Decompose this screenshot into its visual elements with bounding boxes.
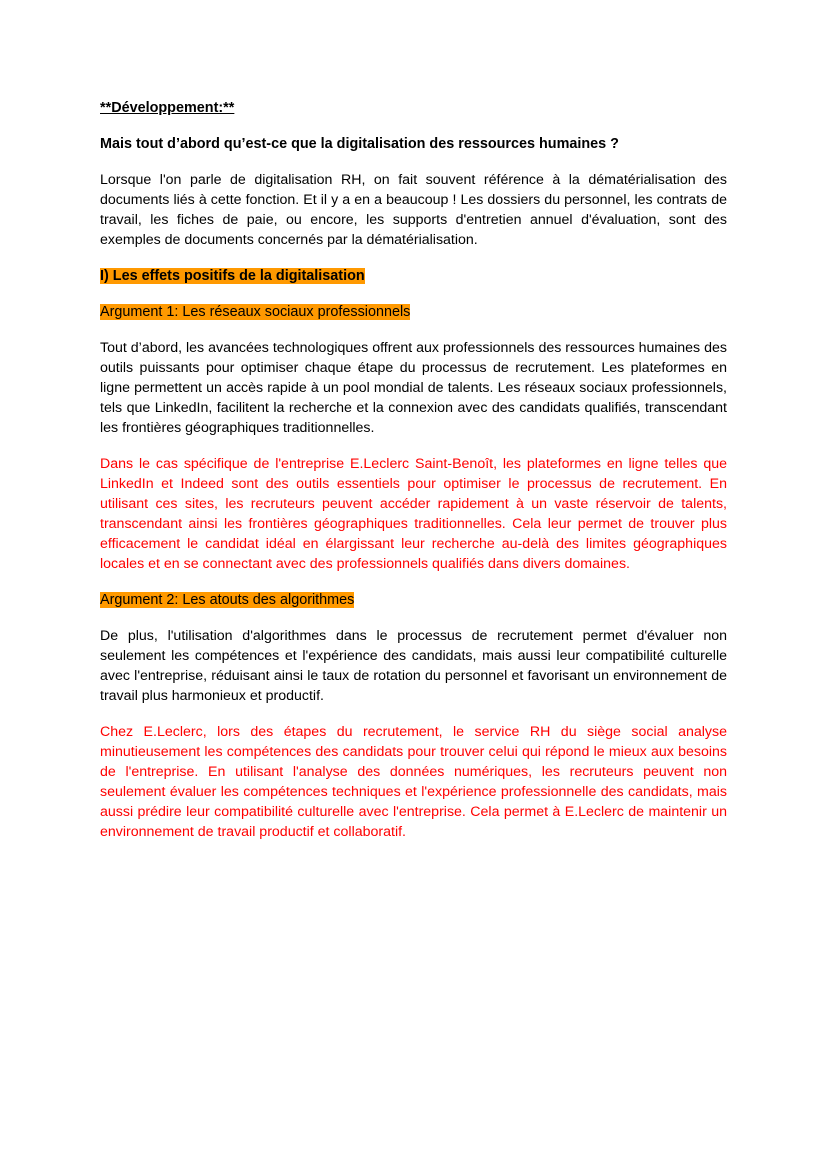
argument-1-body: Tout d’abord, les avancées technologiques offrent aux professionnels des ressources humaines des outils puissants pour optimiser chaque étape du processus de recrutement. Les plateformes en ligne permettent un accès rapide à un pool mondial de talents. Les réseaux sociaux professionnels, tels que LinkedIn, facilitent la recherche et la connexion avec des candidats qualifiés, transcendant les frontières géographiques traditionnelles.	[100, 340, 727, 436]
heading-developpement: **Développement:**	[100, 100, 235, 116]
argument-1-example: Dans le cas spécifique de l'entreprise E.Leclerc Saint-Benoît, les plateformes en ligne telles que LinkedIn et Indeed sont des outils essentiels pour optimiser le processus de recrutement. En utilisant ces sites, les recruteurs peuvent accéder rapidement à un vaste réservoir de talents, transcendant ainsi les frontières géographiques traditionnelles. Cela leur permet de trouver plus efficacement le candidat idéal en élargissant leur recherche au-delà des limites géographiques locales et en se connectant avec des professionnels qualifiés dans divers domaines.	[100, 456, 727, 572]
argument-2-body: De plus, l'utilisation d'algorithmes dans le processus de recrutement permet d'évaluer non seulement les compétences et l'expérience des candidats, mais aussi leur compatibilité culturelle avec l'entreprise, réduisant ainsi le taux de rotation du personnel et favorisant un environnement de travail plus harmonieux et productif.	[100, 628, 727, 704]
argument-2-title-highlight: Argument 2: Les atouts des algorithmes	[100, 592, 355, 608]
section-title-effets-positifs	[100, 266, 727, 286]
argument-1-title	[100, 302, 727, 322]
argument-1-title-highlight: Argument 1: Les réseaux sociaux professionnels	[100, 304, 411, 320]
section-title-highlight: I) Les effets positifs de la digitalisation	[100, 268, 365, 284]
intro-paragraph: Lorsque l'on parle de digitalisation RH, on fait souvent référence à la dématérialisation des documents liés à cette fonction. Et il y a en a beaucoup ! Les dossiers du personnel, les contrats de travail, les fiches de paie, ou encore, les supports d'entretien annuel d'évaluation, sont des exemples de documents concernés par la dématérialisation.	[100, 172, 727, 248]
intro-question: Mais tout d’abord qu’est-ce que la digitalisation des ressources humaines ?	[100, 136, 619, 152]
argument-2-example: Chez E.Leclerc, lors des étapes du recrutement, le service RH du siège social analyse minutieusement les compétences des candidats pour trouver celui qui répond le mieux aux besoins de l'entreprise. En utilisant l'analyse des données numériques, les recruteurs peuvent non seulement évaluer les compétences techniques et l'expérience professionnelle des candidats, mais aussi prédire leur compatibilité culturelle avec l'entreprise. Cela permet à E.Leclerc de maintenir un environnement de travail productif et collaboratif.	[100, 724, 727, 840]
argument-2-title	[100, 590, 727, 610]
document-page	[100, 98, 727, 858]
